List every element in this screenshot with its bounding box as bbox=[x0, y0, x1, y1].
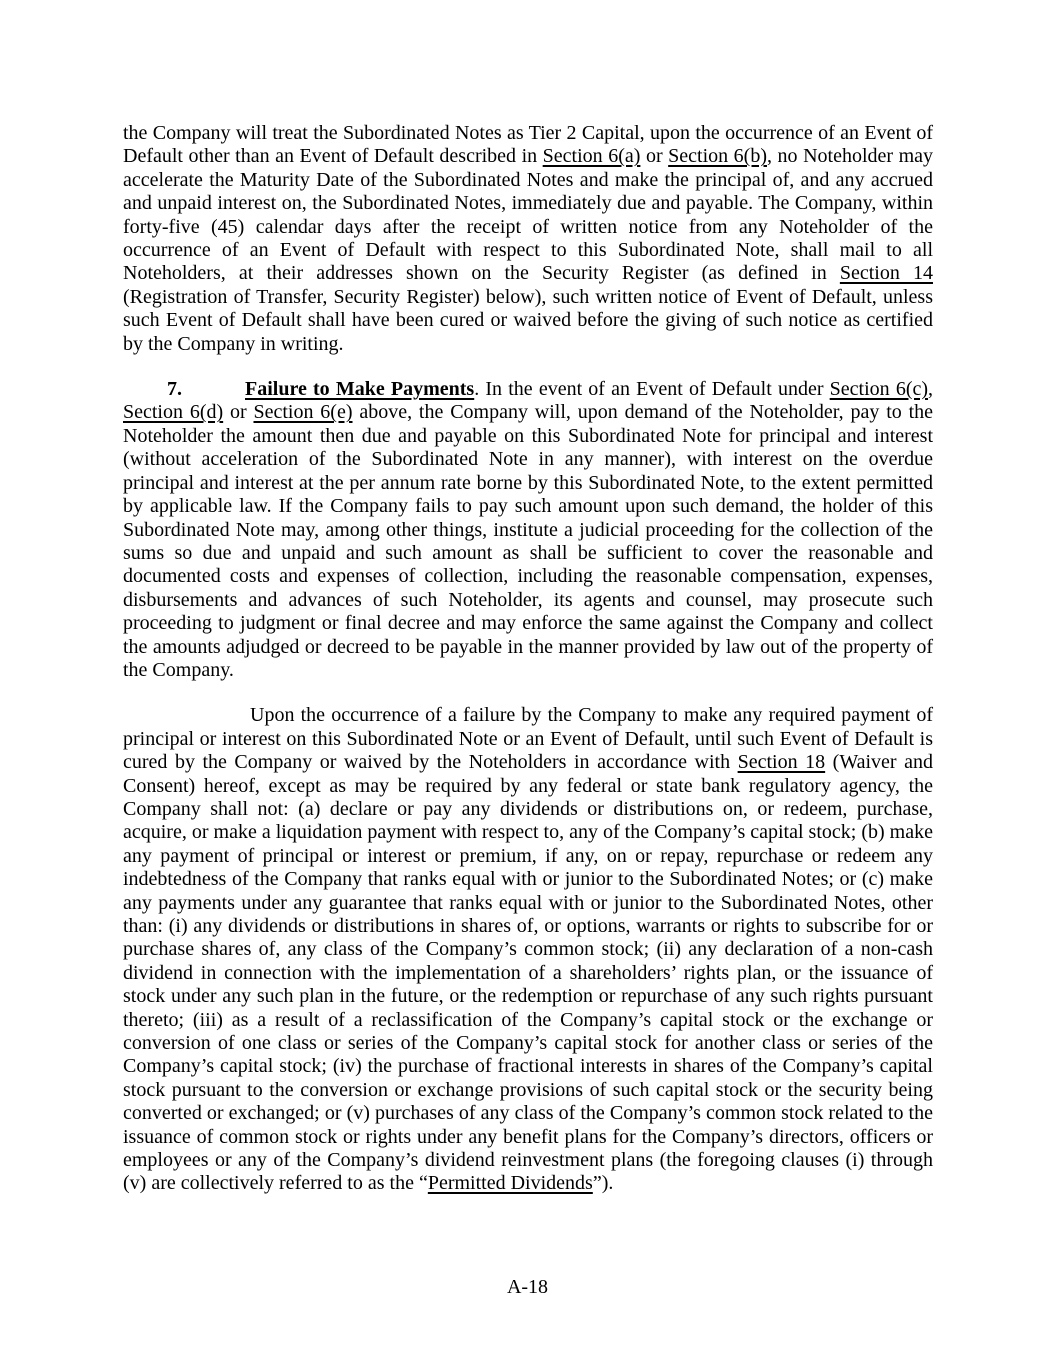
page-number: A-18 bbox=[506, 1276, 549, 1298]
section-reference: Section 6(d) bbox=[123, 401, 224, 424]
text-run: (Registration of Transfer, Security Register) below), such written notice of Event of Default, unless such Event of Default shall have been cured or waived before the giving of such notice as certified by the Company in writing. bbox=[123, 285, 933, 355]
text-run: ”). bbox=[592, 1172, 614, 1195]
section-reference: Section 6(e) bbox=[253, 401, 353, 424]
text-run: Upon the occurrence of a failure by the Company to make any required payment of principal or interest on this Subordinated Note or an Event of Default, until such Event of Default is cured by the Company or waived by the Noteholders in accordance with bbox=[123, 704, 933, 774]
text-run: (Waiver and Consent) hereof, except as may be required by any federal or state bank regulatory agency, the Company shall not: (a) declare or pay any dividends or distributions on, or redeem, purchase, acquire, or make a liquidation payment with respect to, any of the Company’s capital stock; (b) make any payment of principal or interest or premium, if any, on or repay, repurchase or redeem any indebtedness of the Company that ranks equal with or junior to the Subordinated Notes; or (c) make any payments under any guarantee that ranks equal with or junior to the Subordinated Notes, other than: (i) any dividends or distributions in shares of, or options, warrants or rights to subscribe for or purchase shares of, any class of the Company’s common stock; (ii) any declaration of a non-cash dividend in connection with the implementation of a shareholders’ rights plan, or the issuance of stock under any such plan in the future, or the redemption or repurchase of any such rights pursuant thereto; (iii) as a result of a reclassification of the Company’s capital stock or the exchange or conversion of one class or series of the Company’s capital stock for another class or series of the Company’s capital stock; (iv) the purchase of fractional interests in shares of the Company’s capital stock pursuant to the conversion or exchange provisions of such capital stock or the security being converted or exchanged; or (v) purchases of any class of the Company’s common stock related to the issuance of common stock or rights under any benefit plans for the Company’s directors, officers or employees or any of the Company’s dividend reinvestment plans (the foregoing clauses (i) through (v) are collectively referred to as the “ bbox=[123, 751, 933, 1195]
section-number: 7. bbox=[167, 378, 182, 401]
section-reference: Section 18 bbox=[737, 751, 826, 774]
section-reference: Section 14 bbox=[839, 262, 933, 285]
text-run: . In the event of an Event of Default under bbox=[474, 378, 830, 401]
text-run: the Company will treat the Subordinated Notes as Tier 2 Capital, upon the occurrence of an Event of Default other than an Event of Default described in bbox=[123, 122, 933, 168]
document-body bbox=[123, 122, 933, 1218]
text-run: or bbox=[223, 401, 254, 424]
paragraph-permitted-dividends bbox=[123, 704, 933, 1196]
section-reference: Section 6(c) bbox=[829, 378, 929, 401]
text-run: , bbox=[928, 378, 934, 401]
paragraph-section-7-failure-to-make-payments bbox=[123, 378, 933, 682]
paragraph-events-of-default-continuation bbox=[123, 122, 933, 356]
text-run: or bbox=[640, 145, 669, 168]
defined-term: Permitted Dividends bbox=[427, 1172, 593, 1195]
page-footer bbox=[0, 1276, 1055, 1299]
section-heading: Failure to Make Payments bbox=[245, 378, 475, 401]
text-run: above, the Company will, upon demand of the Noteholder, pay to the Noteholder the amount then due and payable on this Subordinated Note for principal and interest (without acceleration of the Subordinated Note in any manner), with interest on the overdue principal and interest at the per annum rate borne by this Subordinated Note, to the extent permitted by applicable law. If the Company fails to pay such amount upon such demand, the holder of this Subordinated Note may, among other things, institute a judicial proceeding for the collection of the sums so due and unpaid and such amount as shall be sufficient to cover the reasonable and documented costs and expenses of collection, including the reasonable compensation, expenses, disbursements and advances of such Noteholder, its agents and counsel, may prosecute such proceeding to judgment or final decree and may enforce the same against the Company and collect the amounts adjudged or decreed to be payable in the manner provided by law out of the property of the Company. bbox=[123, 401, 934, 681]
section-reference: Section 6(a) bbox=[542, 145, 641, 168]
section-reference: Section 6(b) bbox=[668, 145, 767, 168]
text-run: , no Noteholder may accelerate the Maturity Date of the Subordinated Notes and make the principal of, and any accrued and unpaid interest on, the Subordinated Notes, immediately due and payable. The Company, within forty-five (45) calendar days after the receipt of written notice from any Noteholder of the occurrence of an Event of Default with respect to this Subordinated Note, shall mail to all Noteholders, at their addresses shown on the Security Register (as defined in bbox=[123, 145, 934, 285]
